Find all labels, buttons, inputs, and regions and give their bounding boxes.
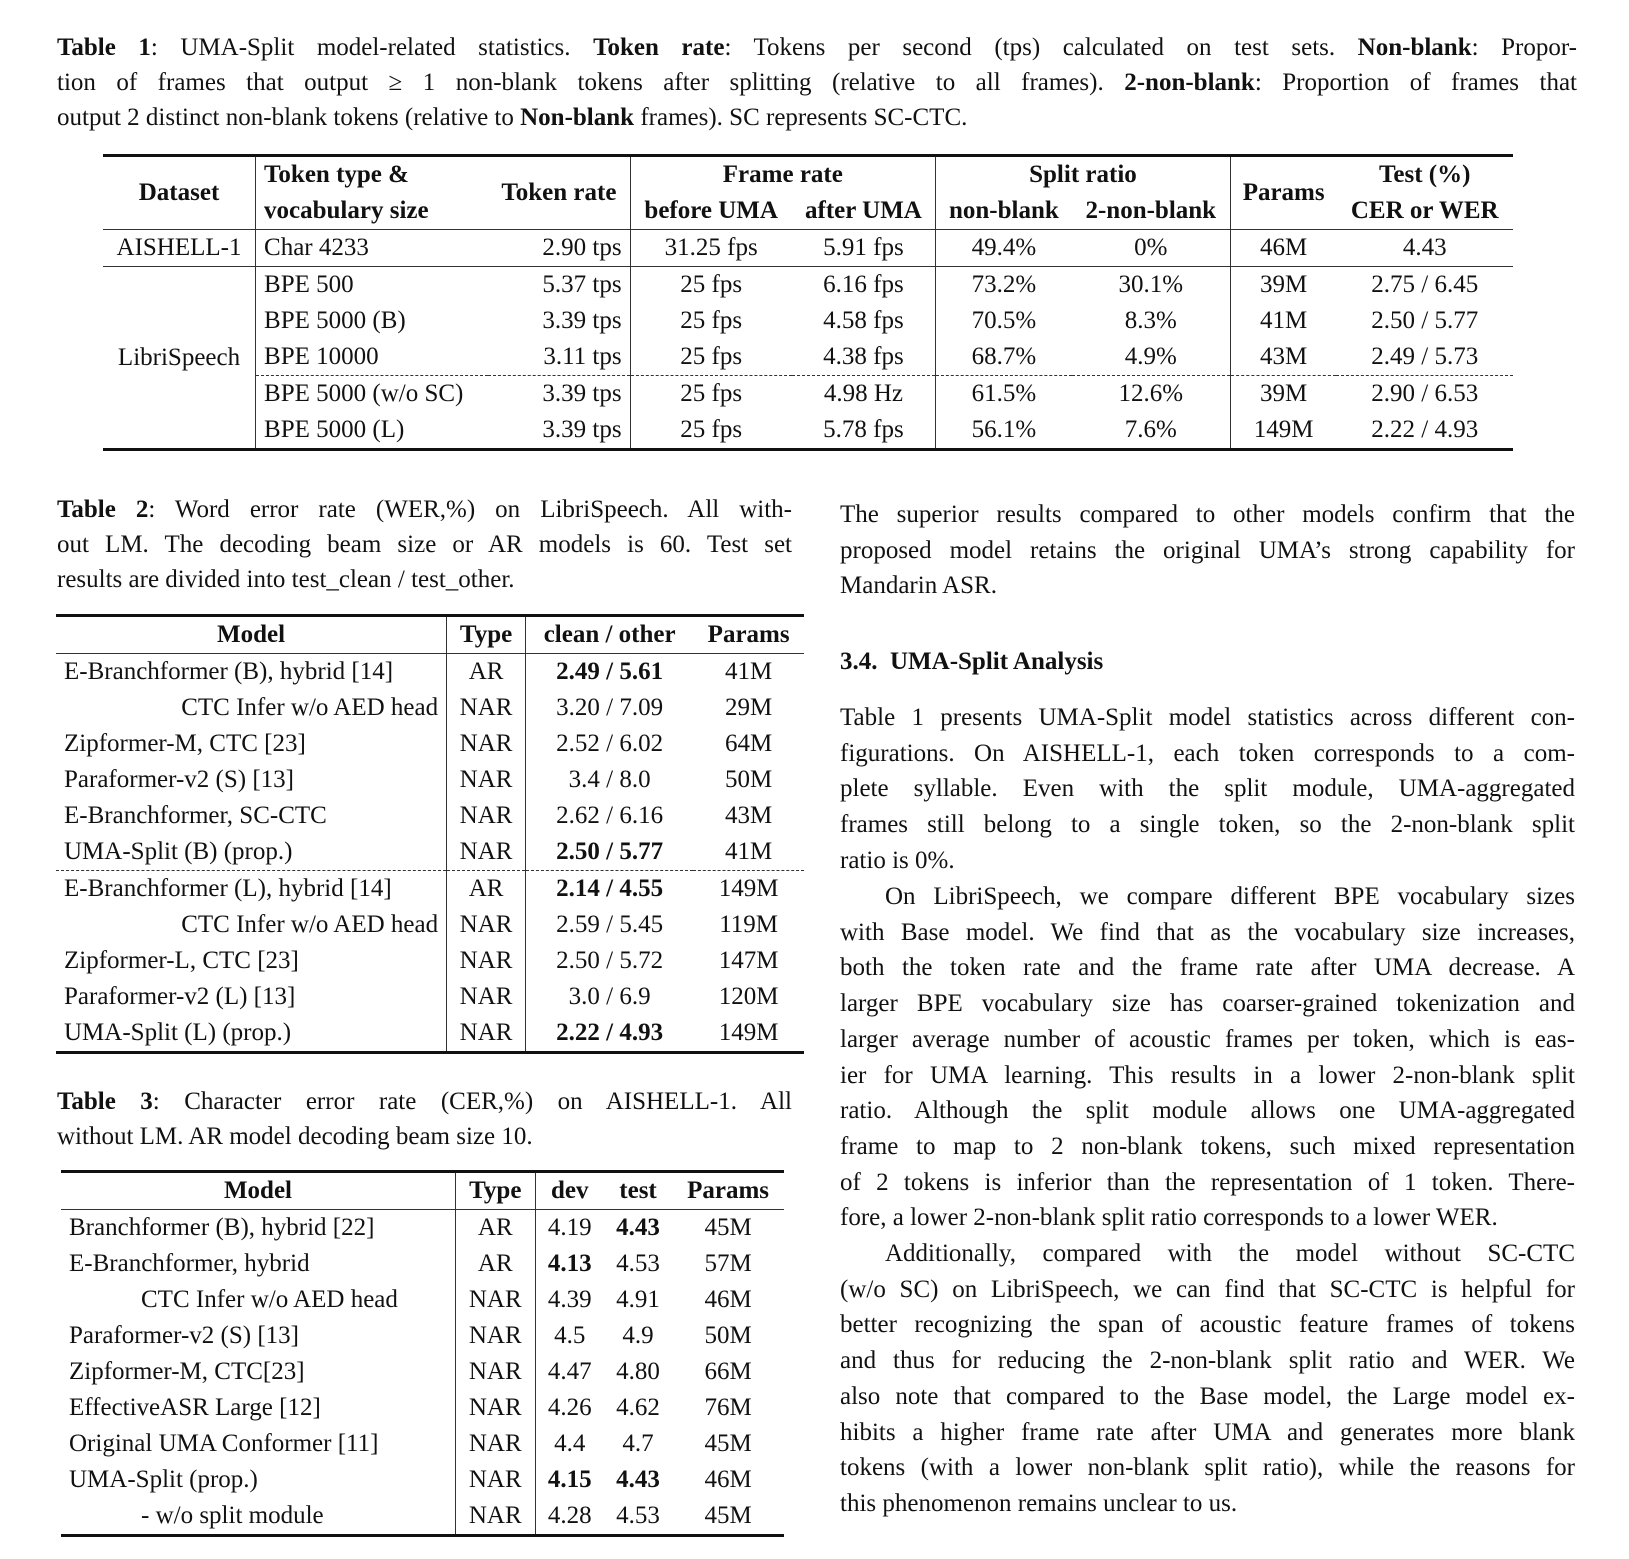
table-row [56, 871, 804, 908]
text-line: The superior results compared to other models confirm that the [840, 501, 1575, 528]
col-header-params: Params [707, 621, 790, 648]
table-row [61, 1498, 784, 1536]
text-line: fore, a lower 2-non-blank split ratio corresponds to a lower WER. [840, 1204, 1498, 1232]
cell-dev: 4.5 [554, 1322, 586, 1349]
table-row [103, 267, 1513, 304]
caption-bold-term: Table 1 [57, 34, 151, 61]
cell-dev: 4.47 [547, 1358, 592, 1385]
text-line: ratio. Although the split module allows one UMA-aggregated [840, 1097, 1575, 1125]
cell-token-type: BPE 5000 (B) [264, 307, 406, 334]
cell-token-rate: 3.39 tps [488, 412, 630, 450]
caption-text: results are divided into test_clean / test_other. [57, 566, 515, 593]
cell-clean-other: 2.14 / 4.55 [556, 875, 664, 902]
cell-clean-other: 3.4 / 8.0 [568, 766, 651, 793]
cell-model: Branchformer (B), hybrid [22] [61, 1210, 455, 1247]
cell-after-uma: 4.98 Hz [792, 376, 936, 413]
cell-before-uma: 25 fps [630, 376, 792, 413]
table2-caption-line [57, 492, 792, 527]
text-line: (w/o SC) on LibriSpeech, we can find that SC-CTC is helpful for [840, 1275, 1575, 1303]
cell-params: 29M [725, 694, 773, 721]
cell-after-uma: 4.58 fps [792, 303, 936, 339]
table2-caption [57, 492, 792, 597]
cell-type: NAR [455, 1354, 535, 1390]
table-row [61, 1246, 784, 1282]
table-row [61, 1354, 784, 1390]
cell-type: NAR [447, 726, 526, 762]
cell-token-rate: 5.37 tps [488, 267, 630, 304]
table1-caption-line [57, 100, 1577, 135]
text-line: Table 1 presents UMA-Split model statistics across different con- [840, 704, 1575, 731]
cell-model: E-Branchformer, SC-CTC [56, 798, 447, 834]
cell-2-non-blank: 30.1% [1072, 267, 1231, 304]
cell-type: NAR [455, 1498, 535, 1536]
table-row [56, 979, 804, 1015]
col-header-model: Model [61, 1172, 455, 1210]
caption-text: output 2 distinct non-blank tokens (relative to [57, 104, 521, 131]
cell-type: NAR [447, 834, 526, 871]
cell-token-rate: 3.39 tps [488, 376, 630, 413]
cell-after-uma: 6.16 fps [792, 267, 936, 304]
cell-test: 4.43 [1402, 234, 1447, 261]
cell-params: 45M [704, 1430, 752, 1457]
table-row [61, 1210, 784, 1247]
cell-token-type: BPE 500 [264, 271, 354, 298]
cell-2-non-blank: 12.6% [1072, 376, 1231, 413]
cell-type: NAR [447, 798, 526, 834]
text-line: both the token rate and the frame rate after UMA decrease. A [840, 954, 1575, 982]
cell-non-blank: 70.5% [971, 307, 1037, 334]
table1-caption [57, 30, 1577, 135]
text-line: this phenomenon remains unclear to us. [840, 1489, 1238, 1517]
cell-params: 149M [718, 875, 779, 902]
cell-type: NAR [447, 690, 526, 726]
cell-test: 2.22 / 4.93 [1371, 416, 1479, 443]
cell-params: 57M [704, 1250, 752, 1277]
text-line: also note that compared to the Base model, the Large model ex- [840, 1382, 1575, 1410]
cell-params: 46M [1260, 234, 1308, 261]
cell-params: 76M [704, 1394, 752, 1421]
cell-clean-other: 2.62 / 6.16 [556, 802, 664, 829]
cell-model: Original UMA Conformer [11] [61, 1426, 455, 1462]
table2 [56, 614, 804, 1054]
cell-model: EffectiveASR Large [12] [61, 1390, 455, 1426]
cell-model: E-Branchformer (L), hybrid [14] [56, 871, 447, 908]
caption-text: tion of frames that output ≥ 1 non-blank tokens after splitting (relative to all frames). [57, 69, 1125, 96]
intro-paragraph [840, 497, 1575, 604]
text-line: ratio is 0%. [840, 846, 955, 874]
caption-text: frames). SC represents SC-CTC. [634, 104, 968, 131]
cell-model: CTC Infer w/o AED head [61, 1282, 455, 1318]
paragraph-1 [840, 700, 1575, 879]
table-row [56, 690, 804, 726]
cell-type: NAR [447, 1015, 526, 1053]
caption-bold-term: Table 2 [57, 496, 149, 523]
cell-model: UMA-Split (prop.) [61, 1462, 455, 1498]
paragraph-3 [840, 1236, 1575, 1522]
cell-params: 119M [719, 911, 779, 938]
cell-before-uma: 25 fps [680, 343, 743, 370]
text-line: larger average number of acoustic frames per token, which is eas- [840, 1025, 1575, 1053]
cell-token-rate: 3.39 tps [488, 303, 630, 339]
caption-text: out LM. The decoding beam size or AR models is 60. Test set [57, 531, 792, 558]
cell-params: 43M [725, 802, 773, 829]
cell-params: 41M [725, 658, 773, 685]
cell-type: NAR [447, 979, 526, 1015]
text-line: On LibriSpeech, we compare different BPE vocabulary sizes [885, 883, 1575, 910]
table2-caption-line [57, 527, 792, 562]
table3 [61, 1170, 784, 1537]
text-line: with Base model. We find that as the vocabulary size increases, [840, 918, 1575, 946]
cell-params: 46M [704, 1466, 752, 1493]
cell-model: Paraformer-v2 (S) [13] [61, 1318, 455, 1354]
table-row [61, 1282, 784, 1318]
table1 [103, 154, 1513, 451]
text-line: hibits a higher frame rate after UMA and generates more blank [840, 1418, 1575, 1446]
cell-params: 39M [1260, 271, 1308, 298]
col-header-vocab-size: vocabulary size [264, 197, 429, 224]
col-header-type: Type [455, 1172, 535, 1210]
cell-non-blank: 68.7% [971, 343, 1037, 370]
cell-dev: 4.39 [547, 1286, 592, 1313]
cell-before-uma: 31.25 fps [664, 234, 758, 261]
col-header-after-uma: after UMA [792, 193, 936, 230]
cell-before-uma: 25 fps [680, 271, 743, 298]
table1-caption-line [57, 65, 1577, 100]
cell-after-uma: 5.78 fps [792, 412, 936, 450]
table-row [103, 376, 1513, 413]
cell-model: Paraformer-v2 (L) [13] [56, 979, 447, 1015]
cell-dev: 4.28 [547, 1502, 592, 1529]
table-row [61, 1318, 784, 1354]
cell-model: UMA-Split (L) (prop.) [56, 1015, 447, 1053]
cell-model: Zipformer-M, CTC [23] [56, 726, 447, 762]
cell-test: 2.49 / 5.73 [1371, 343, 1479, 370]
cell-model: Zipformer-L, CTC [23] [56, 943, 447, 979]
table-row [103, 339, 1513, 376]
cell-dev: 4.4 [554, 1430, 586, 1457]
caption-text: without LM. AR model decoding beam size 10. [57, 1123, 533, 1150]
table-row [61, 1390, 784, 1426]
text-line: tokens (with a lower non-blank split ratio), while the reasons for [840, 1454, 1575, 1482]
table-row [61, 1462, 784, 1498]
cell-clean-other: 2.50 / 5.77 [556, 838, 664, 865]
col-header-test: test [619, 1177, 657, 1204]
caption-text: : Tokens per second (tps) calculated on test sets. [724, 34, 1358, 61]
cell-clean-other: 3.0 / 6.9 [568, 983, 651, 1010]
cell-model: - w/o split module [61, 1498, 455, 1536]
col-header-frame-rate: Frame rate [630, 156, 936, 194]
cell-clean-other: 2.50 / 5.72 [556, 947, 664, 974]
table-row [103, 412, 1513, 450]
cell-params: 50M [725, 766, 773, 793]
text-line: frame to map to 2 non-blank tokens, such mixed representation [840, 1132, 1575, 1160]
cell-params: 45M [704, 1214, 752, 1241]
cell-params: 147M [718, 947, 779, 974]
cell-token-type: BPE 5000 (L) [264, 416, 405, 443]
cell-model: Zipformer-M, CTC[23] [61, 1354, 455, 1390]
cell-type: NAR [455, 1390, 535, 1426]
text-line: frames still belong to a single token, so the 2-non-blank split [840, 811, 1575, 839]
cell-model: E-Branchformer, hybrid [61, 1246, 455, 1282]
cell-params: 120M [718, 983, 779, 1010]
cell-token-rate: 2.90 tps [488, 230, 630, 267]
cell-non-blank: 49.4% [971, 234, 1037, 261]
text-line: ier for UMA learning. This results in a lower 2-non-blank split [840, 1061, 1575, 1089]
cell-dev: 4.15 [547, 1466, 592, 1493]
cell-type: NAR [455, 1318, 535, 1354]
text-line: Mandarin ASR. [840, 572, 997, 600]
cell-dataset: LibriSpeech [103, 267, 256, 450]
table-row [56, 798, 804, 834]
cell-test: 2.90 / 6.53 [1336, 376, 1513, 413]
cell-non-blank: 73.2% [971, 271, 1037, 298]
cell-params: 46M [704, 1286, 752, 1313]
cell-type: AR [447, 654, 526, 691]
table-row [103, 303, 1513, 339]
text-line: larger BPE vocabulary size has coarser-grained tokenization and [840, 990, 1575, 1018]
cell-params: 149M [1253, 416, 1314, 443]
cell-before-uma: 25 fps [680, 416, 743, 443]
cell-test: 2.75 / 6.45 [1371, 271, 1479, 298]
cell-model: Paraformer-v2 (S) [13] [56, 762, 447, 798]
cell-params: 43M [1260, 343, 1308, 370]
col-header-token-rate: Token rate [488, 156, 630, 230]
text-line: better recognizing the span of acoustic feature frames of tokens [840, 1311, 1575, 1339]
table-row [56, 654, 804, 691]
cell-params: 66M [704, 1358, 752, 1385]
cell-type: NAR [447, 943, 526, 979]
cell-clean-other: 2.52 / 6.02 [556, 730, 664, 757]
cell-test: 2.50 / 5.77 [1371, 307, 1479, 334]
col-header-2-non-blank: 2-non-blank [1072, 193, 1231, 230]
cell-model: UMA-Split (B) (prop.) [56, 834, 447, 871]
cell-model: E-Branchformer (B), hybrid [14] [56, 654, 447, 691]
cell-non-blank: 56.1% [971, 416, 1037, 443]
text-line: plete syllable. Even with the split module, UMA-aggregated [840, 775, 1575, 803]
cell-dev: 4.26 [547, 1394, 592, 1421]
cell-after-uma: 4.38 fps [792, 339, 936, 376]
table3-caption-line [57, 1119, 792, 1154]
cell-clean-other: 2.22 / 4.93 [556, 1019, 664, 1046]
table-row [56, 1015, 804, 1053]
cell-params: 45M [704, 1502, 752, 1529]
table-row [56, 943, 804, 979]
cell-type: AR [455, 1210, 535, 1247]
cell-type: AR [455, 1246, 535, 1282]
caption-bold-term: Non-blank [520, 104, 635, 131]
cell-token-rate: 3.11 tps [488, 339, 630, 376]
cell-token-type: BPE 10000 [264, 343, 379, 370]
caption-text: : Propor- [1471, 34, 1577, 61]
cell-dev: 4.19 [547, 1214, 592, 1241]
table-row [56, 834, 804, 871]
cell-type: NAR [455, 1426, 535, 1462]
col-header-params: Params [687, 1177, 770, 1204]
caption-bold-term: Table 3 [57, 1088, 153, 1115]
cell-2-non-blank: 7.6% [1072, 412, 1231, 450]
col-header-clean-other: clean / other [543, 621, 676, 648]
cell-test: 4.53 [616, 1502, 660, 1529]
table3-caption-line [57, 1084, 792, 1119]
cell-clean-other: 3.20 / 7.09 [556, 694, 664, 721]
cell-2-non-blank: 8.3% [1072, 303, 1231, 339]
cell-type: NAR [447, 762, 526, 798]
cell-params: 41M [1260, 307, 1308, 334]
cell-params: 39M [1230, 376, 1336, 413]
cell-type: AR [447, 871, 526, 908]
caption-bold-term: Token rate [593, 34, 725, 61]
cell-test: 4.53 [616, 1250, 660, 1277]
col-header-before-uma: before UMA [644, 197, 778, 224]
text-line: Additionally, compared with the model without SC-CTC [885, 1240, 1575, 1267]
table2-caption-line [57, 562, 792, 597]
cell-before-uma: 25 fps [680, 307, 743, 334]
col-header-split-ratio: Split ratio [936, 156, 1231, 194]
caption-text: : Proportion of frames that [1254, 69, 1577, 96]
cell-params: 50M [704, 1322, 752, 1349]
cell-params: 41M [725, 838, 773, 865]
text-line: and thus for reducing the 2-non-blank split ratio and WER. We [840, 1347, 1575, 1375]
cell-model: CTC Infer w/o AED head [56, 907, 447, 943]
cell-test: 4.91 [616, 1286, 660, 1313]
cell-type: NAR [447, 907, 526, 943]
cell-test: 4.7 [622, 1430, 654, 1457]
cell-dataset: AISHELL-1 [103, 230, 256, 267]
col-header-dataset: Dataset [103, 156, 256, 230]
cell-2-non-blank: 0% [1072, 230, 1231, 267]
caption-text: : Character error rate (CER,%) on AISHELL-1. All [152, 1088, 792, 1115]
col-header-cer-wer: CER or WER [1350, 197, 1499, 224]
cell-test: 4.43 [616, 1466, 660, 1493]
table-row [56, 907, 804, 943]
col-header-test: Test (%) [1379, 161, 1471, 188]
caption-bold-term: Non-blank [1357, 34, 1472, 61]
caption-text: : UMA-Split model-related statistics. [150, 34, 594, 61]
cell-2-non-blank: 4.9% [1072, 339, 1231, 376]
caption-text: : Word error rate (WER,%) on LibriSpeech. All with- [148, 496, 793, 523]
cell-type: NAR [455, 1282, 535, 1318]
caption-bold-term: 2-non-blank [1124, 69, 1255, 96]
col-header-model: Model [56, 616, 447, 654]
cell-test: 4.9 [622, 1322, 654, 1349]
text-line: proposed model retains the original UMA’s strong capability for [840, 536, 1575, 564]
cell-after-uma: 5.91 fps [792, 230, 936, 267]
col-header-params: Params [1242, 179, 1325, 206]
table-row [56, 762, 804, 798]
col-header-dev: dev [551, 1177, 589, 1204]
cell-params: 149M [718, 1019, 779, 1046]
cell-token-type: BPE 5000 (w/o SC) [256, 376, 489, 413]
table-row [61, 1426, 784, 1462]
paragraph-2 [840, 879, 1575, 1236]
cell-test: 4.62 [616, 1394, 660, 1421]
text-line: of 2 tokens is inferior than the representation of 1 token. There- [840, 1168, 1575, 1196]
cell-clean-other: 2.49 / 5.61 [556, 658, 664, 685]
table1-caption-line [57, 30, 1577, 65]
text-line: figurations. On AISHELL-1, each token corresponds to a com- [840, 739, 1575, 767]
table-row [103, 230, 1513, 267]
cell-clean-other: 2.59 / 5.45 [556, 911, 664, 938]
col-header-type: Type [447, 616, 526, 654]
col-header-token-type: Token type & [264, 161, 409, 188]
section-heading: 3.4. UMA-Split Analysis [840, 648, 1104, 675]
col-header-non-blank: non-blank [949, 197, 1059, 224]
cell-non-blank: 61.5% [936, 376, 1072, 413]
cell-model: CTC Infer w/o AED head [56, 690, 447, 726]
table-row [56, 726, 804, 762]
cell-test: 4.43 [616, 1214, 660, 1241]
cell-params: 64M [725, 730, 773, 757]
cell-token-type: Char 4233 [264, 234, 369, 261]
table3-caption [57, 1084, 792, 1154]
cell-dev: 4.13 [547, 1250, 592, 1277]
cell-type: NAR [455, 1462, 535, 1498]
cell-test: 4.80 [616, 1358, 660, 1385]
